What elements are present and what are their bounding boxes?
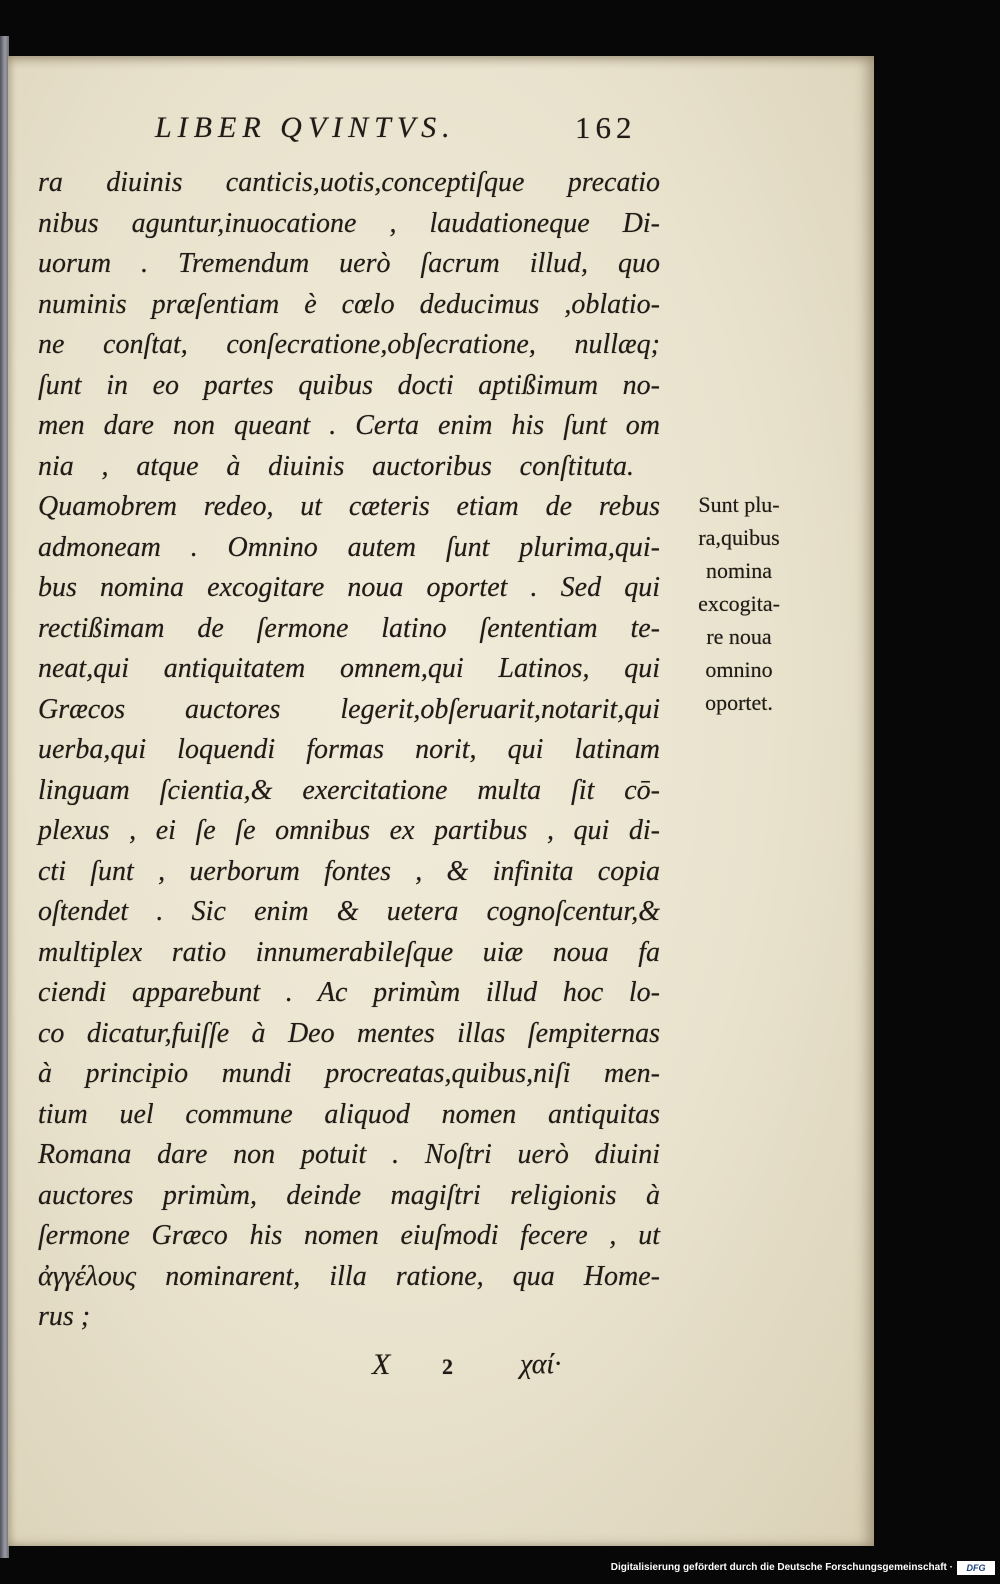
- dfg-logo: DFG: [957, 1561, 995, 1575]
- body-line: Quamobrem redeo, ut cæteris etiam de rebus: [38, 491, 660, 522]
- body-line: multiplex ratio innumerabileſque uiæ noua fa: [38, 936, 660, 968]
- body-line: Græcos auctores legerit,obſeruarit,notarit,qui: [38, 693, 660, 725]
- body-line: tium uel commune aliquod nomen antiquitas: [38, 1098, 660, 1130]
- catchword: χαί·: [520, 1349, 562, 1380]
- margin-note-line: omnino: [705, 657, 773, 682]
- body-line: neat,qui antiquitatem omnem,qui Latinos, qui: [38, 653, 660, 684]
- body-line: auctores primùm, deinde magiſtri religionis à: [38, 1179, 660, 1211]
- body-text: [38, 163, 660, 1338]
- signature-leaf-number: 2: [442, 1354, 453, 1379]
- digitization-credit: Digitalisierung gefördert durch die Deutsche Forschungsgemeinschaft ·: [610, 1562, 953, 1573]
- body-line: rectißimam de ſermone latino ſententiam te-: [38, 612, 660, 644]
- body-line: admoneam . Omnino autem ſunt plurima,qui-: [38, 531, 660, 563]
- margin-note-line: Sunt plu-: [698, 492, 780, 517]
- body-line: rus ;: [38, 1301, 91, 1332]
- body-line: cti ſunt , uerborum fontes , & infinita copia: [38, 855, 660, 887]
- margin-note-line: nomina: [706, 558, 772, 583]
- body-line: ciendi apparebunt . Ac primùm illud hoc lo-: [38, 977, 660, 1008]
- body-line: nia , atque à diuinis auctoribus conſtituta.: [38, 450, 634, 482]
- body-line: à principio mundi procreatas,quibus,niſi men-: [38, 1058, 660, 1089]
- body-line: co dicatur,fuiſſe à Deo mentes illas ſempiternas: [38, 1017, 660, 1049]
- body-line: ſermone Græco his nomen eiuſmodi fecere , ut: [38, 1220, 660, 1251]
- margin-note-line: re noua: [706, 624, 772, 649]
- body-line: nibus aguntur,inuocatione , laudationeque Di-: [38, 207, 660, 239]
- margin-note: [670, 488, 808, 719]
- margin-note-line: ra,quibus: [698, 525, 780, 550]
- margin-note-line: oportet.: [705, 690, 773, 715]
- body-line: oſtendet . Sic enim & uetera cognoſcentur,&: [38, 896, 660, 927]
- page-number: 162: [575, 110, 637, 145]
- body-line: men dare non queant . Certa enim his ſunt om: [38, 410, 660, 441]
- margin-note-line: excogita-: [698, 591, 780, 616]
- book-page: [8, 56, 874, 1546]
- running-head: LIBER QVINTVS.: [155, 111, 456, 144]
- body-line: uorum . Tremendum uerò ſacrum illud, quo: [38, 248, 660, 279]
- body-line: linguam ſcientia,& exercitatione multa ſit cō-: [38, 774, 660, 806]
- signature-mark: X: [372, 1348, 391, 1381]
- body-line: numinis præſentiam è cœlo deducimus ,oblatio-: [38, 288, 660, 320]
- body-line: ra diuinis canticis,uotis,conceptiſque precatio: [38, 167, 660, 198]
- body-line: plexus , ei ſe ſe omnibus ex partibus , qui di-: [38, 815, 660, 846]
- body-line: ſunt in eo partes quibus docti aptißimum no-: [38, 369, 660, 401]
- body-line: bus nomina excogitare noua oportet . Sed qui: [38, 572, 660, 603]
- body-line: ne conſtat, conſecratione,obſecratione, nullæq;: [38, 329, 660, 360]
- body-line: ἀγγέλους nominarent, illa ratione, qua Home-: [38, 1260, 660, 1292]
- body-line: uerba,qui loquendi formas norit, qui latinam: [38, 734, 660, 765]
- body-line: Romana dare non potuit . Noſtri uerò diuini: [38, 1139, 660, 1170]
